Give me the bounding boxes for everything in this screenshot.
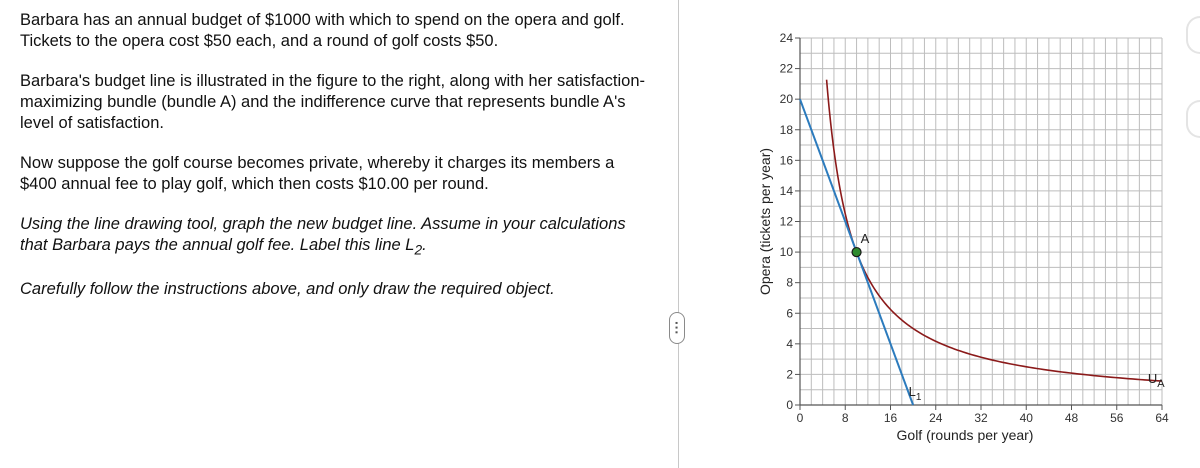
panel-divider[interactable] xyxy=(678,0,679,468)
y-tick-label: 0 xyxy=(786,398,793,412)
question-paragraph-private-course: Now suppose the golf course becomes private, whereby it charges its members a $400 annual fee to play golf, which then costs $10.00 per round. xyxy=(20,154,615,193)
y-tick-label: 2 xyxy=(786,367,793,382)
x-tick-label: 8 xyxy=(841,411,849,425)
question-paragraph-figure: Barbara's budget line is illustrated in the figure to the right, along with her satisfaction-maximizing bundle (bundle A) and the indifference curve that represents bundle A's level of satisfaction. xyxy=(20,72,645,132)
graph-area[interactable] xyxy=(700,0,1190,468)
y-tick-label: 16 xyxy=(779,153,793,168)
instructions-suffix: . xyxy=(422,236,427,254)
question-panel xyxy=(20,10,650,319)
indifference-curve xyxy=(827,80,1162,381)
more-options-icon[interactable]: ··· xyxy=(669,312,685,344)
instructions-subscript: 2 xyxy=(414,242,423,258)
x-tick-label: 40 xyxy=(1019,411,1033,425)
y-tick-label: 4 xyxy=(786,336,793,351)
indifference-curve-label: $U_A$ xyxy=(1147,370,1165,390)
question-paragraph-instructions xyxy=(20,214,650,260)
y-tick-label: 14 xyxy=(779,183,793,198)
y-axis-title: Opera (tickets per year) xyxy=(757,147,773,296)
instructions-text: Using the line drawing tool, graph the new budget line. Assume in your calculations that Barbara pays the annual golf fee. Label this line L xyxy=(20,215,626,254)
bundle-a-label: A xyxy=(860,231,870,247)
y-tick-label: 12 xyxy=(779,214,793,229)
question-paragraph-caution: Carefully follow the instructions above, and only draw the required object. xyxy=(20,280,555,299)
bundle-a-point xyxy=(852,248,861,257)
budget-line-label: $L_1$ xyxy=(908,383,922,403)
x-tick-label: 56 xyxy=(1110,411,1124,425)
x-tick-label: 48 xyxy=(1064,411,1079,425)
x-tick-label: 32 xyxy=(974,411,988,425)
x-tick-label: 0 xyxy=(796,411,804,425)
y-tick-label: 22 xyxy=(779,61,793,76)
x-tick-label: 16 xyxy=(883,411,898,425)
y-tick-label: 8 xyxy=(786,275,793,290)
y-tick-label: 6 xyxy=(786,306,793,321)
x-tick-label: 64 xyxy=(1155,411,1169,425)
question-paragraph-budget: Barbara has an annual budget of $1000 with which to spend on the opera and golf. Tickets to the opera cost $50 each, and a round of golf costs $50. xyxy=(20,11,625,50)
y-tick-label: 18 xyxy=(779,122,793,137)
y-tick-label: 24 xyxy=(779,31,793,45)
y-tick-label: 10 xyxy=(779,245,793,260)
x-axis-title: Golf (rounds per year) xyxy=(896,427,1034,443)
y-tick-label: 20 xyxy=(779,92,793,107)
x-tick-label: 24 xyxy=(929,411,943,425)
